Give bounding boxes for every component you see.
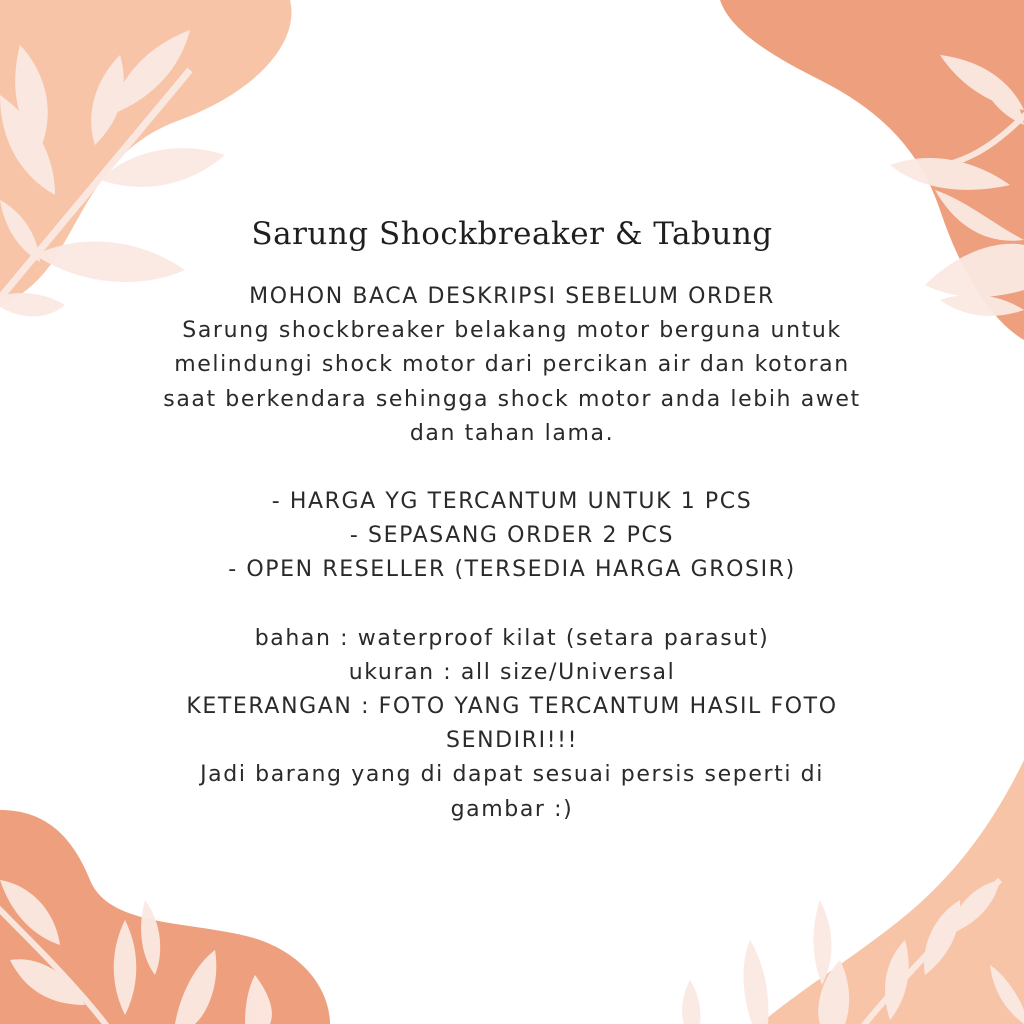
details-section	[120, 622, 904, 827]
intro-line: saat berkendara sehingga shock motor anda lebih awet	[163, 386, 861, 412]
detail-line: bahan : waterproof kilat (setara parasut)	[254, 625, 770, 651]
intro-heading: MOHON BACA DESKRIPSI SEBELUM ORDER	[249, 284, 775, 309]
detail-line: KETERANGAN : FOTO YANG TERCANTUM HASIL FOTO	[186, 694, 838, 720]
intro-line: dan tahan lama.	[409, 420, 615, 446]
note-item: - SEPASANG ORDER 2 PCS	[349, 523, 675, 549]
spacer	[120, 588, 904, 622]
intro-section	[120, 280, 904, 451]
intro-line: melindungi shock motor dari percikan air dan kotoran	[174, 352, 850, 378]
note-item: - HARGA YG TERCANTUM UNTUK 1 PCS	[271, 489, 753, 515]
page-title: Sarung Shockbreaker & Tabung	[251, 216, 773, 252]
detail-line: Jadi barang yang di dapat sesuai persis seperti di	[200, 762, 824, 788]
detail-line: SENDIRI!!!	[446, 728, 578, 754]
description-card	[120, 216, 904, 827]
note-item: - OPEN RESELLER (TERSEDIA HARGA GROSIR)	[228, 557, 796, 583]
notes-section	[120, 485, 904, 588]
detail-line: ukuran : all size/Universal	[348, 659, 676, 685]
detail-line: gambar :)	[450, 796, 574, 822]
spacer	[120, 451, 904, 485]
intro-line: Sarung shockbreaker belakang motor berguna untuk	[182, 318, 842, 344]
